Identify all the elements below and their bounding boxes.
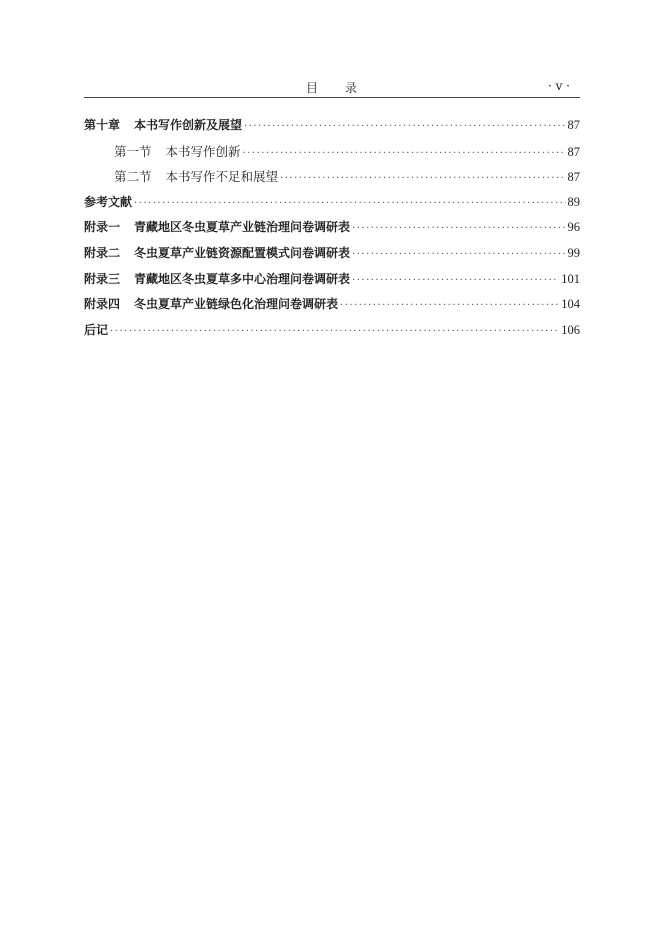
table-of-contents bbox=[84, 116, 580, 346]
toc-leader-dots bbox=[244, 121, 565, 132]
toc-entry-number: 附录二 bbox=[84, 245, 121, 260]
toc-entry-number: 附录三 bbox=[84, 271, 121, 286]
toc-entry-title: 青藏地区冬虫夏草产业链治理问卷调研表 bbox=[134, 220, 351, 235]
toc-entry-title: 本书写作不足和展望 bbox=[165, 169, 279, 185]
toc-leader-dots bbox=[134, 198, 565, 209]
toc-leader-dots bbox=[352, 223, 565, 234]
header-page-number: · v · bbox=[547, 79, 570, 93]
toc-entry-number: 附录一 bbox=[84, 220, 121, 235]
toc-leader-dots bbox=[243, 148, 566, 159]
toc-entry[interactable] bbox=[84, 244, 580, 270]
toc-leader-dots bbox=[352, 249, 565, 260]
toc-entry-title: 冬虫夏草产业链绿色化治理问卷调研表 bbox=[134, 297, 339, 312]
toc-entry-title: 后记 bbox=[84, 322, 109, 337]
toc-entry-title: 本书写作创新及展望 bbox=[134, 118, 243, 132]
toc-leader-dots bbox=[352, 275, 559, 286]
toc-entry-title: 青藏地区冬虫夏草多中心治理问卷调研表 bbox=[134, 271, 351, 286]
toc-entry-label bbox=[84, 244, 350, 261]
toc-entry-title: 冬虫夏草产业链资源配置模式问卷调研表 bbox=[134, 245, 351, 260]
toc-leader-dots bbox=[110, 326, 559, 337]
toc-entry-page: 87 bbox=[567, 144, 580, 159]
toc-entry[interactable] bbox=[84, 193, 580, 219]
toc-entry-page: 99 bbox=[567, 245, 580, 260]
toc-entry-number: 第十章 bbox=[84, 118, 121, 132]
toc-entry-page: 89 bbox=[567, 194, 580, 209]
toc-entry-number: 第二节 bbox=[114, 169, 152, 185]
toc-entry[interactable] bbox=[84, 295, 580, 321]
toc-leader-dots bbox=[340, 300, 559, 311]
toc-entry-label bbox=[114, 142, 241, 160]
header-title: 目 录 bbox=[305, 81, 358, 95]
toc-entry-label bbox=[114, 167, 278, 185]
toc-entry-page: 87 bbox=[567, 118, 580, 132]
toc-entry-number: 附录四 bbox=[84, 297, 121, 312]
toc-entry-page: 96 bbox=[567, 220, 580, 235]
toc-leader-dots bbox=[280, 173, 565, 184]
toc-entry-label bbox=[84, 116, 242, 133]
toc-entry-title: 本书写作创新 bbox=[165, 143, 241, 159]
toc-entry[interactable] bbox=[84, 142, 580, 168]
toc-entry-page: 87 bbox=[567, 170, 580, 185]
toc-entry-page: 106 bbox=[561, 322, 580, 337]
toc-entry[interactable] bbox=[84, 321, 580, 347]
toc-entry-label bbox=[84, 321, 108, 338]
toc-entry-title: 参考文献 bbox=[84, 194, 133, 209]
running-header bbox=[84, 77, 580, 98]
toc-entry[interactable] bbox=[84, 270, 580, 296]
toc-entry-page: 104 bbox=[561, 297, 580, 312]
toc-entry-page: 101 bbox=[561, 271, 580, 286]
toc-entry-label bbox=[84, 218, 350, 235]
toc-entry-label bbox=[84, 193, 132, 210]
toc-entry-label bbox=[84, 295, 338, 312]
toc-entry[interactable] bbox=[84, 116, 580, 142]
toc-entry-number: 第一节 bbox=[114, 143, 152, 159]
toc-entry[interactable] bbox=[84, 218, 580, 244]
toc-entry[interactable] bbox=[84, 167, 580, 193]
toc-entry-label bbox=[84, 270, 350, 287]
